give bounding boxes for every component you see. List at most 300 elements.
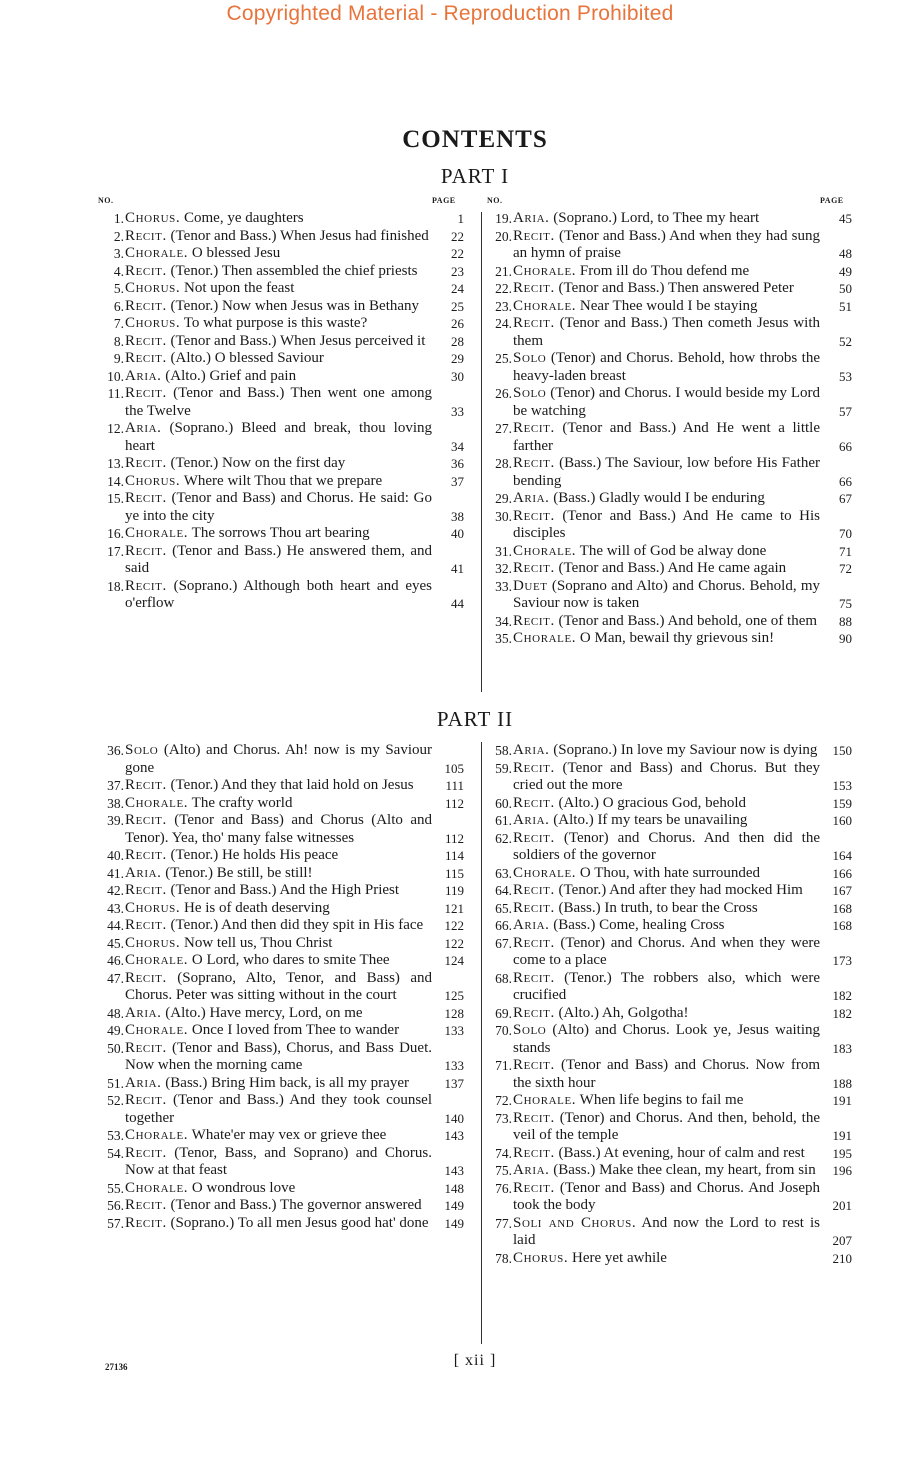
entry-page-number: 182 [832,1005,852,1021]
entry-title [125,368,432,386]
contents-entry [100,917,464,935]
entry-page-number: 149 [444,1215,464,1231]
plate-number: 27136 [105,1362,128,1372]
movement-type: Recit. [125,882,167,898]
entry-page-number: 140 [444,1110,464,1126]
entry-description: (Alto.) Grief and pain [165,367,297,384]
entry-number: 17. [107,543,124,559]
movement-type: Aria. [513,917,550,933]
entry-page-number: 160 [832,813,852,828]
part-one-heading: PART I [440,164,510,188]
column-header-no: NO. [98,196,114,205]
entry-description: (Alto) and Chorus. Look ye, Jesus waiting stands [513,1022,820,1056]
movement-type: Aria. [513,210,550,226]
entry-description: (Tenor) and Chorus. And then, behold, the veil of the temple [513,1109,821,1143]
entry-title [513,455,820,490]
movement-type: Recit. [125,350,167,366]
movement-type: Chorale. [513,1092,577,1108]
movement-type: Recit. [125,1144,167,1161]
movement-type: Chorus. [125,315,181,331]
entry-page-number: 168 [832,900,852,916]
entry-page-number: 159 [832,795,852,811]
contents-entry [100,952,464,970]
entry-page-number: 125 [444,988,464,1003]
entry-description: (Tenor) and Chorus. I would beside my Lord be watching [513,385,820,419]
entry-description: O Lord, who dares to smite Thee [191,952,390,968]
entry-description: Not upon the feast [184,280,295,296]
part-one-left-column [100,210,464,613]
entry-number: 5. [113,281,124,296]
contents-entry [488,385,852,420]
movement-type: Recit. [513,759,555,776]
page-title: CONTENTS [402,126,548,153]
column-divider [481,212,482,692]
movement-type: Recit. [513,1057,555,1073]
entry-title [125,952,432,970]
contents-entry [488,280,852,298]
contents-entry [488,970,852,1005]
contents-entry [488,543,852,561]
entry-description: Come, ye daughters [184,210,304,226]
contents-entry [488,1162,852,1180]
movement-type: Recit. [125,455,167,471]
entry-number: 22. [495,281,512,296]
movement-type: Aria. [125,420,162,436]
entry-description: O Man, bewail thy grievous sin! [579,630,775,646]
entry-title [513,613,820,631]
entry-page-number: 49 [839,263,852,279]
entry-description: (Alto.) If my tears be unavailing [553,812,748,828]
entry-number: 42. [107,883,124,898]
entry-number: 68. [495,970,512,986]
column-header-page: PAGE [820,196,844,205]
contents-entry [488,882,852,900]
entry-description: (Tenor.) And then did they spit in His face [170,917,424,933]
column-divider [481,742,482,1344]
entry-title [513,935,820,970]
entry-title [125,812,432,847]
movement-type: Recit. [513,1179,555,1196]
contents-entry [488,508,852,543]
entry-page-number: 66 [839,438,852,454]
movement-type: Chorale. [513,262,577,279]
movement-type: Recit. [125,385,167,401]
entry-title [125,1092,432,1127]
contents-entry [488,742,852,760]
entry-title [513,742,820,760]
entry-number: 71. [495,1058,512,1073]
entry-title [513,812,820,830]
entry-description: Near Thee would I be staying [579,297,758,314]
entry-title [513,508,820,543]
entry-page-number: 124 [444,953,464,968]
entry-number: 48. [107,1005,124,1021]
movement-type: Chorale. [513,542,577,559]
part-two-left-column [100,742,464,1232]
entry-description: And now the Lord to rest is laid [513,1214,820,1248]
movement-type: Recit. [125,969,167,986]
entry-description: (Soprano.) In love my Saviour now is dying [553,742,818,758]
entry-title [125,490,432,525]
column-header-page: PAGE [432,196,456,205]
entry-description: (Tenor and Bass) and Chorus. Now from the sixth hour [513,1057,820,1091]
contents-entry [488,1022,852,1057]
entry-description: (Bass.) The Saviour, low before His Father bending [513,455,820,489]
contents-entry [100,865,464,883]
entry-page-number: 182 [832,988,852,1003]
entry-number: 43. [107,900,124,916]
entry-number: 69. [495,1005,512,1021]
entry-page-number: 122 [444,935,464,951]
entry-number: 34. [495,613,512,629]
entry-description: (Tenor.) Then assembled the chief priests [170,262,418,279]
contents-entry [488,935,852,970]
contents-entry [488,455,852,490]
entry-page-number: 112 [444,830,464,846]
entry-number: 49. [107,1023,124,1038]
entry-number: 61. [495,813,512,828]
contents-entry [488,795,852,813]
entry-page-number: 44 [451,596,464,611]
movement-type: Recit. [513,934,555,951]
entry-page-number: 45 [839,211,852,226]
movement-type: Recit. [513,829,555,846]
contents-entry [100,315,464,333]
movement-type: Aria. [125,1004,162,1021]
entry-title [125,1197,432,1215]
entry-number: 29. [495,491,512,506]
entry-number: 75. [495,1163,512,1178]
entry-page-number: 119 [444,883,464,898]
contents-entry [488,1145,852,1163]
entry-title [125,578,432,613]
entry-description: (Tenor.) Be still, be still! [165,864,313,881]
entry-title [513,543,820,561]
contents-entry [100,455,464,473]
entry-page-number: 29 [451,351,464,366]
movement-type: Recit. [125,777,167,793]
entry-title [125,882,432,900]
entry-description: To what purpose is this waste? [183,315,368,331]
entry-title [513,420,820,455]
entry-number: 26. [495,386,512,401]
entry-title [125,1180,432,1198]
contents-entry [488,1110,852,1145]
entry-title [125,935,432,953]
contents-entry [100,935,464,953]
entry-page-number: 121 [444,900,464,916]
entry-description: (Tenor and Bass.) The governor answered [170,1197,422,1213]
entry-number: 53. [107,1128,124,1143]
movement-type: Recit. [513,455,555,471]
entry-page-number: 191 [832,1128,852,1143]
entry-title [513,298,820,316]
entry-title [125,280,432,298]
entry-title [125,1075,432,1093]
entry-number: 2. [113,228,124,244]
entry-page-number: 53 [839,368,852,384]
entry-title [125,900,432,918]
entry-title [513,900,820,918]
entry-title [125,473,432,491]
entry-page-number: 173 [832,953,852,968]
entry-number: 25. [495,351,512,366]
contents-entry [488,900,852,918]
page-folio: [ xii ] [453,1352,497,1369]
entry-description: (Tenor and Bass.) When Jesus perceived it [170,332,426,349]
movement-type: Recit. [513,882,555,898]
entry-number: 9. [113,351,124,366]
entry-description: (Alto) and Chorus. Ah! now is my Saviour gone [125,742,432,776]
entry-page-number: 112 [444,795,464,811]
entry-number: 39. [107,813,124,828]
entry-title [125,777,432,795]
entry-title [125,917,432,935]
entry-page-number: 166 [832,865,852,881]
entry-page-number: 201 [832,1198,852,1213]
entry-number: 47. [107,970,124,986]
entry-number: 3. [113,246,124,261]
contents-entry [488,630,852,648]
entry-title [513,280,820,298]
entry-page-number: 207 [832,1233,852,1248]
entry-title [125,1022,432,1040]
entry-page-number: 105 [444,760,464,776]
entry-page-number: 188 [832,1075,852,1091]
entry-page-number: 210 [832,1250,852,1266]
entry-page-number: 153 [832,778,852,793]
entry-title [513,1022,820,1057]
entry-number: 12. [107,421,124,436]
contents-entry [100,368,464,386]
entry-title [125,385,432,420]
contents-entry [100,245,464,263]
entry-number: 33. [495,578,512,594]
entry-title [125,795,432,813]
entry-description: (Bass.) At evening, hour of calm and rest [558,1144,805,1161]
movement-type: Chorale. [125,525,189,541]
entry-page-number: 33 [451,403,464,419]
entry-number: 58. [495,743,512,758]
entry-description: (Tenor and Bass.) And He came to His disciples [513,507,820,541]
entry-number: 54. [107,1145,124,1161]
entry-page-number: 128 [444,1005,464,1021]
entry-description: (Tenor.) And they that laid hold on Jesus [170,777,414,793]
entry-title [513,1057,820,1092]
entry-description: (Soprano and Alto) and Chorus. Behold, my Saviour now is taken [513,577,821,611]
movement-type: Recit. [125,1092,167,1108]
entry-page-number: 71 [839,543,852,559]
movement-type: Recit. [125,917,167,933]
contents-entry [100,1022,464,1040]
entry-page-number: 88 [839,613,852,629]
entry-description: The crafty world [191,794,293,811]
entry-page-number: 48 [839,246,852,261]
contents-entry [488,228,852,263]
entry-description: O Thou, with hate surrounded [579,864,761,881]
entry-number: 31. [495,543,512,559]
entry-number: 63. [495,865,512,881]
movement-type: Chorus. [125,934,181,951]
entry-page-number: 195 [832,1145,852,1161]
entry-title [513,630,820,648]
entry-title [125,455,432,473]
entry-number: 50. [107,1040,124,1056]
entry-page-number: 57 [839,403,852,419]
entry-description: O wondrous love [191,1179,296,1196]
entry-description: (Tenor and Bass.) And behold, one of them [558,612,818,629]
movement-type: Recit. [125,1039,167,1056]
entry-page-number: 24 [451,281,464,296]
entry-number: 18. [107,578,124,594]
contents-entry [100,742,464,777]
entry-description: (Soprano, Alto, Tenor, and Bass) and Chorus. Peter was sitting without in the court [125,969,433,1003]
entry-description: When life begins to fail me [579,1092,744,1108]
entry-number: 16. [107,526,124,541]
entry-title [513,210,820,228]
entry-page-number: 148 [444,1180,464,1196]
contents-entry [488,263,852,281]
contents-entry [488,917,852,935]
entry-title [513,1005,820,1023]
entry-description: (Tenor and Bass.) He answered them, and said [125,542,432,576]
entry-description: (Tenor and Bass.) Then cometh Jesus with them [513,315,820,349]
movement-type: Recit. [513,280,555,296]
entry-page-number: 28 [451,333,464,349]
entry-page-number: 40 [451,526,464,541]
entry-page-number: 133 [444,1058,464,1073]
contents-entry [100,1197,464,1215]
entry-title [513,1110,820,1145]
entry-number: 37. [107,778,124,793]
entry-title [513,350,820,385]
movement-type: Recit. [513,969,555,986]
contents-entry [488,1180,852,1215]
entry-page-number: 70 [839,526,852,541]
entry-number: 20. [495,228,512,244]
entry-page-number: 23 [451,263,464,279]
movement-type: Recit. [513,794,555,811]
movement-type: Aria. [513,812,550,828]
entry-description: (Tenor and Bass.) And He went a little farther [513,420,821,454]
movement-type: Aria. [125,864,162,881]
entry-page-number: 52 [839,333,852,349]
entry-title [125,1005,432,1023]
column-header-no: NO. [487,196,503,205]
entry-title [513,263,820,281]
movement-type: Solo [125,742,159,758]
entry-description: (Tenor and Bass) and Chorus. He said: Go ye into the city [125,490,433,524]
entry-number: 40. [107,848,124,863]
entry-page-number: 1 [457,211,464,226]
movement-type: Chorus. [125,210,181,226]
movement-type: Aria. [513,1162,550,1178]
entry-title [513,385,820,420]
contents-entry [100,420,464,455]
contents-entry [100,1075,464,1093]
contents-entry [100,385,464,420]
contents-entry [488,812,852,830]
entry-description: (Bass.) Come, healing Cross [553,917,725,933]
contents-entry [100,1127,464,1145]
contents-entry [100,333,464,351]
entry-number: 44. [107,918,124,933]
contents-entry [100,847,464,865]
contents-entry [100,280,464,298]
entry-description: (Alto.) Ah, Golgotha! [558,1004,689,1021]
contents-entry [100,900,464,918]
entry-page-number: 183 [832,1040,852,1056]
part-one-right-column [488,210,852,648]
entry-page-number: 90 [839,631,852,646]
movement-type: Duet [513,577,548,594]
entry-page-number: 150 [832,743,852,758]
movement-type: Recit. [513,315,555,331]
contents-entry [100,543,464,578]
entry-description: (Tenor.) Now on the first day [170,455,346,471]
entry-page-number: 22 [451,228,464,244]
entry-page-number: 75 [839,596,852,611]
movement-type: Chorale. [125,1022,189,1038]
movement-type: Aria. [513,742,550,758]
entry-page-number: 191 [832,1093,852,1108]
entry-title [125,1145,432,1180]
entry-page-number: 51 [839,298,852,314]
entry-number: 59. [495,760,512,776]
entry-number: 77. [495,1215,512,1231]
entry-description: (Soprano.) Although both heart and eyes o'erflow [125,577,433,611]
entry-number: 28. [495,456,512,471]
movement-type: Chorale. [125,952,189,968]
contents-entry [100,882,464,900]
contents-entry [100,578,464,613]
entry-title [513,1215,820,1250]
contents-entry [100,1215,464,1233]
entry-number: 32. [495,561,512,576]
part-two-heading: PART II [436,707,514,731]
entry-title [513,970,820,1005]
contents-entry [100,1180,464,1198]
entry-title [513,578,820,613]
entry-description: (Tenor and Bass.) And they took counsel together [125,1092,432,1126]
entry-description: (Tenor, Bass, and Soprano) and Chorus. Now at that feast [125,1144,432,1178]
entry-description: (Tenor.) He holds His peace [170,847,339,863]
movement-type: Recit. [125,542,167,559]
movement-type: Recit. [513,612,555,629]
entry-number: 30. [495,508,512,524]
movement-type: Recit. [125,332,167,349]
contents-entry [488,613,852,631]
entry-number: 55. [107,1180,124,1196]
contents-entry [488,350,852,385]
movement-type: Soli and Chorus. [513,1214,637,1231]
contents-entry [100,298,464,316]
entry-description: (Tenor and Bass.) And He came again [558,560,787,576]
entry-page-number: 196 [832,1163,852,1178]
entry-title [513,760,820,795]
movement-type: Chorale. [513,297,577,314]
entry-description: Once I loved from Thee to wander [191,1022,400,1038]
contents-entry [488,560,852,578]
movement-type: Recit. [513,227,555,244]
entry-page-number: 114 [444,848,464,863]
entry-number: 14. [107,473,124,489]
entry-number: 46. [107,953,124,968]
entry-title [125,210,432,228]
entry-page-number: 50 [839,281,852,296]
entry-number: 10. [107,368,124,384]
entry-description: (Tenor and Bass.) When Jesus had finished [170,227,429,244]
